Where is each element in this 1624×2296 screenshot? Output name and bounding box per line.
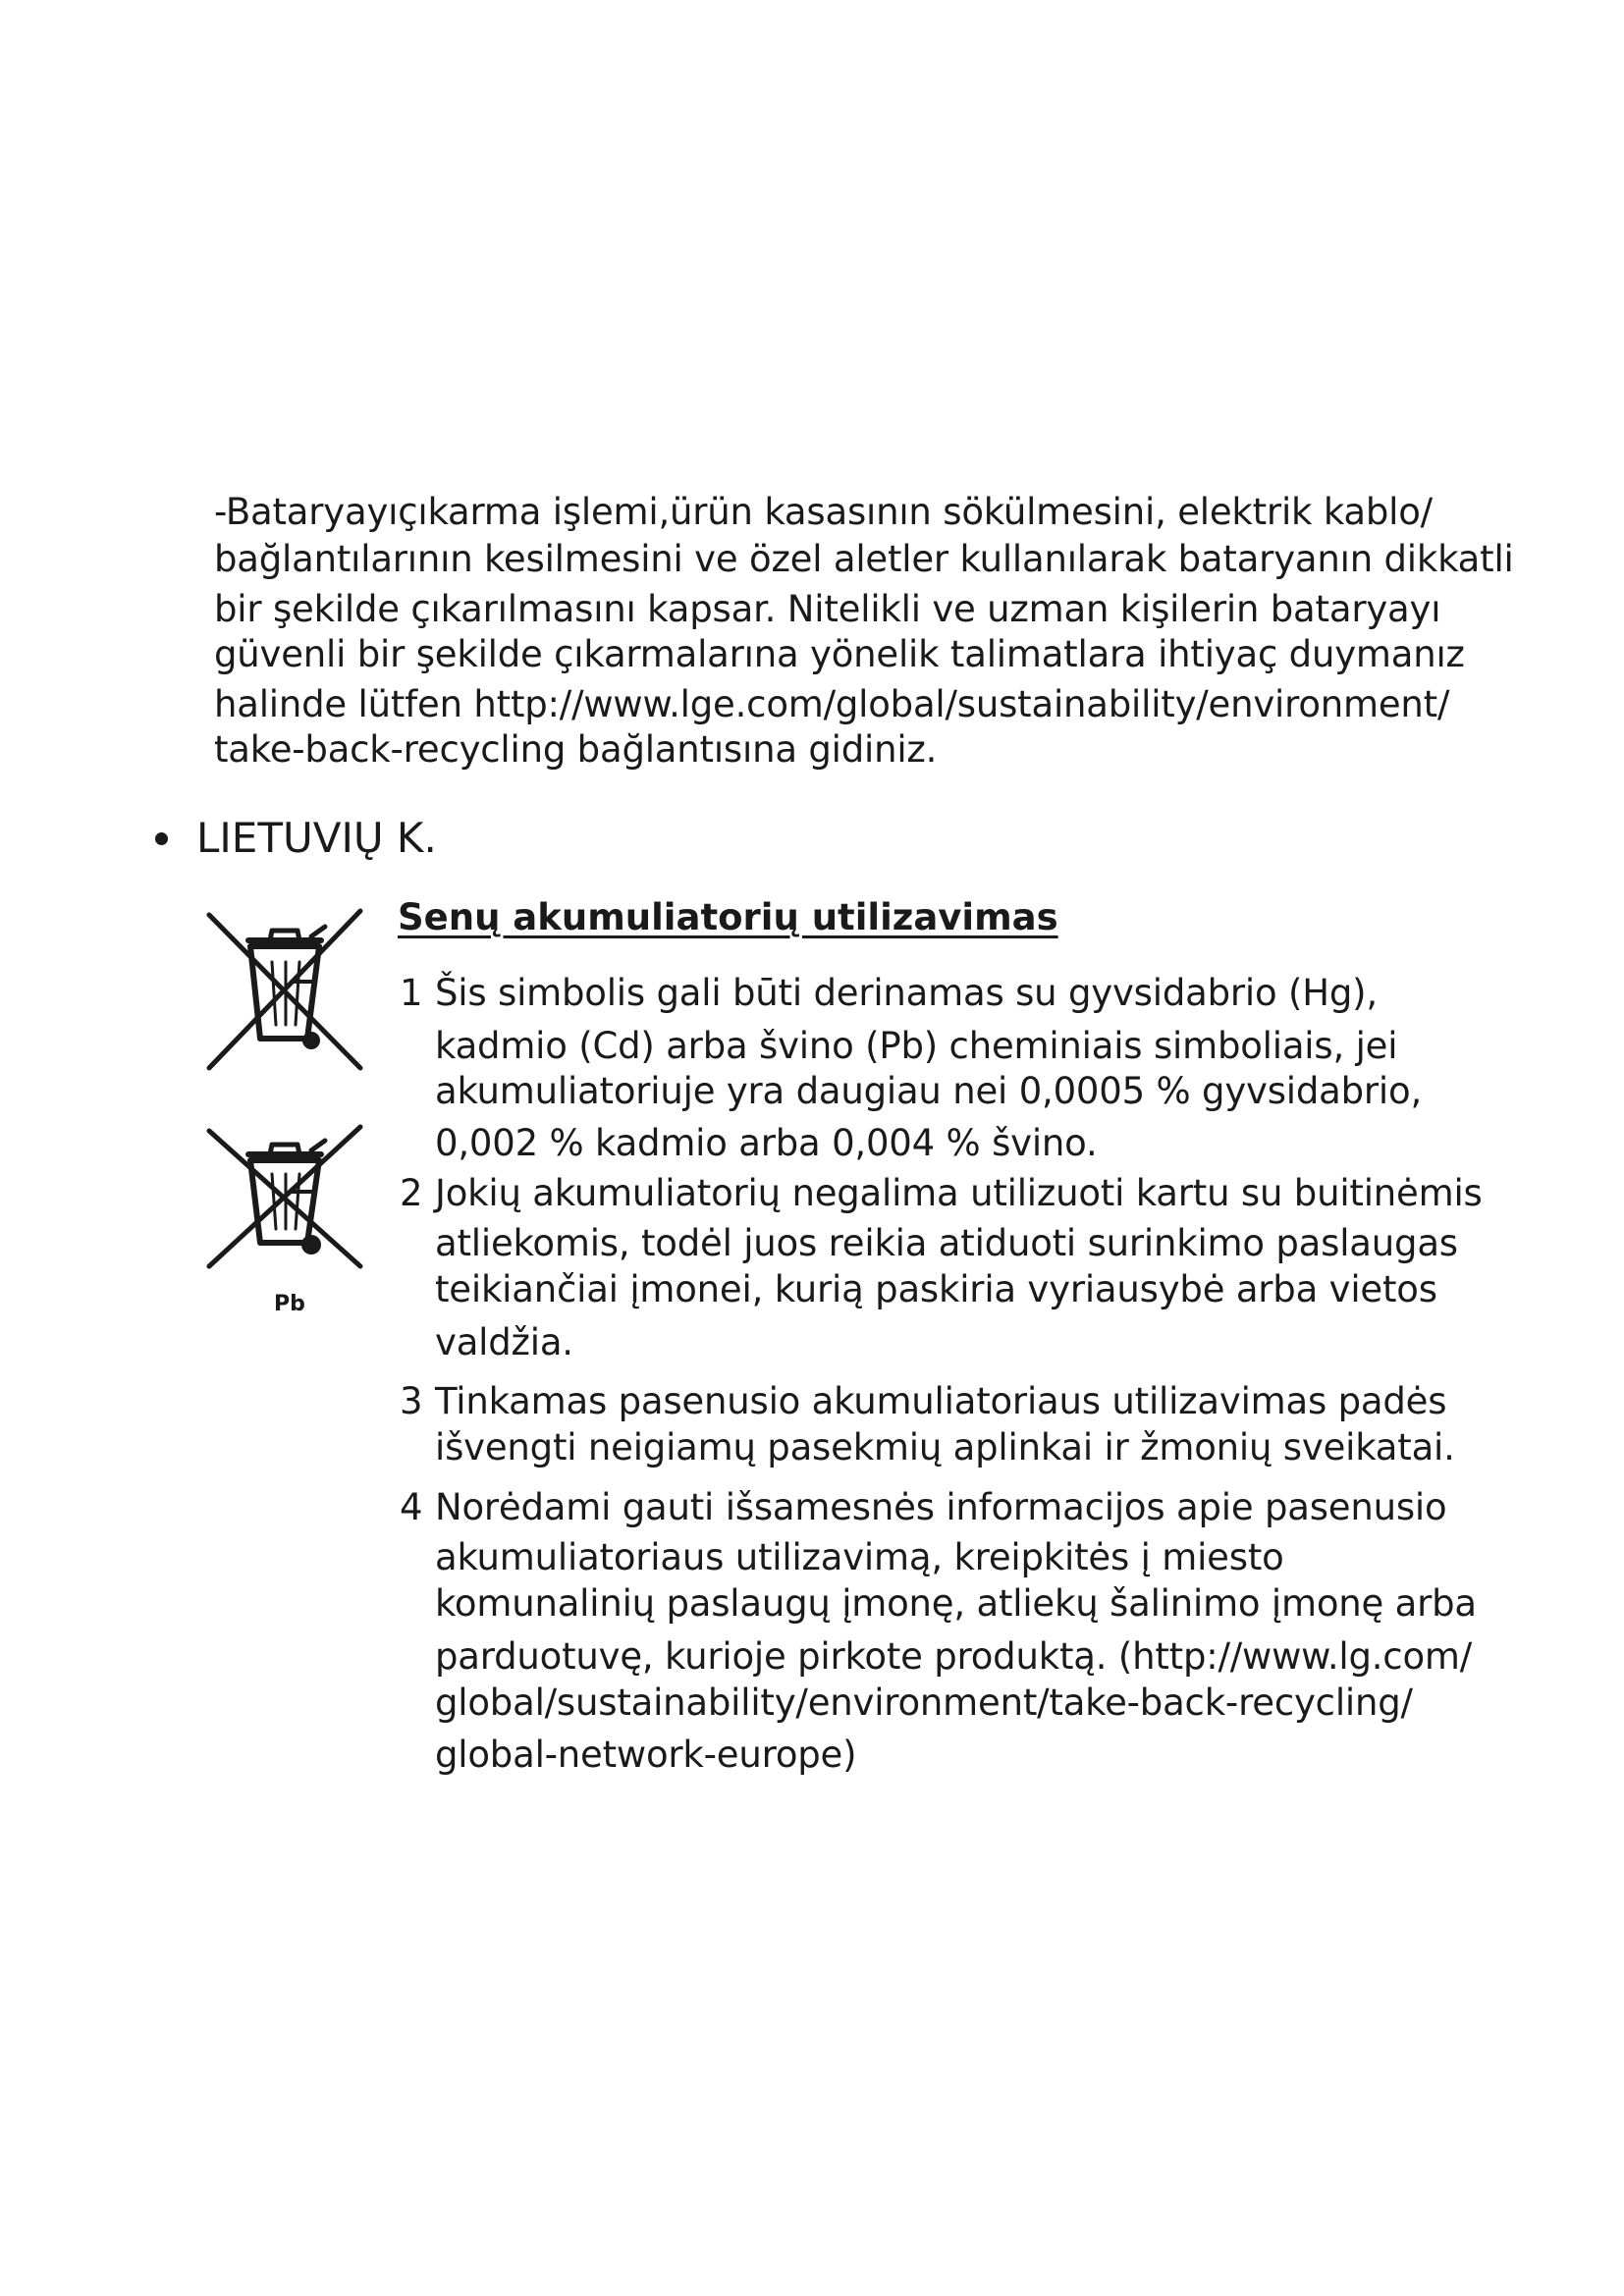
list-item-line: akumuliatoriuje yra daugiau nei 0,0005 % gyvsidabrio, <box>435 1070 1423 1112</box>
list-item-line: valdžia. <box>435 1321 573 1363</box>
list-item-line: kadmio (Cd) arba švino (Pb) cheminiais simboliais, jei <box>435 1025 1398 1067</box>
list-item-line: 0,002 % kadmio arba 0,004 % švino. <box>435 1122 1098 1164</box>
section-heading: LIETUVIŲ K. <box>196 814 437 862</box>
list-item-line: global-network-europe) <box>435 1734 857 1776</box>
turkish-line: take-back-recycling bağlantısına gidiniz. <box>214 728 938 771</box>
list-item-line: Tinkamas pasenusio akumuliatoriaus utilizavimas padės <box>435 1380 1447 1422</box>
list-item-line: komunalinių paslaugų įmonę, atliekų šalinimo įmonę arba <box>435 1582 1477 1625</box>
list-item-line: global/sustainability/environment/take-back-recycling/ <box>435 1682 1413 1724</box>
section-subheading: Senų akumuliatorių utilizavimas <box>398 896 1058 938</box>
list-item-line: atliekomis, todėl juos reikia atiduoti surinkimo paslaugas <box>435 1222 1458 1264</box>
list-item-number: 3 <box>400 1380 423 1422</box>
turkish-line: bir şekilde çıkarılmasını kapsar. Nitelikli ve uzman kişilerin bataryayı <box>214 588 1441 630</box>
pb-label: Pb <box>274 1292 305 1316</box>
turkish-line: güvenli bir şekilde çıkarmalarına yönelik talimatlara ihtiyaç duymanız <box>214 633 1465 675</box>
list-item-number: 1 <box>400 972 423 1014</box>
turkish-line: bağlantılarının kesilmesini ve özel aletler kullanılarak bataryanın dikkatli <box>214 538 1514 580</box>
crossed-out-wheelie-bin-pb-icon <box>201 1119 368 1291</box>
list-item-number: 2 <box>400 1172 423 1214</box>
list-item-line: išvengti neigiamų pasekmių aplinkai ir žmonių sveikatai. <box>435 1426 1455 1468</box>
turkish-line: halinde lütfen http://www.lge.com/global/sustainability/environment/ <box>214 683 1450 725</box>
list-item-line: teikiančiai įmonei, kurią paskiria vyriausybė arba vietos <box>435 1268 1437 1310</box>
list-item-line: Jokių akumuliatorių negalima utilizuoti kartu su buitinėmis <box>435 1172 1483 1214</box>
crossed-out-wheelie-bin-icon <box>201 903 368 1075</box>
list-item-number: 4 <box>400 1486 423 1528</box>
bullet-icon <box>155 832 168 845</box>
list-item-line: Norėdami gauti išsamesnės informacijos apie pasenusio <box>435 1486 1447 1528</box>
turkish-line: -Bataryayıçıkarma işlemi,ürün kasasının sökülmesini, elektrik kablo/ <box>214 491 1433 533</box>
list-item-line: akumuliatoriaus utilizavimą, kreipkitės į miesto <box>435 1536 1284 1578</box>
list-item-line: parduotuvę, kurioje pirkote produktą. (http://www.lg.com/ <box>435 1635 1472 1678</box>
list-item-line: Šis simbolis gali būti derinamas su gyvsidabrio (Hg), <box>435 972 1378 1014</box>
